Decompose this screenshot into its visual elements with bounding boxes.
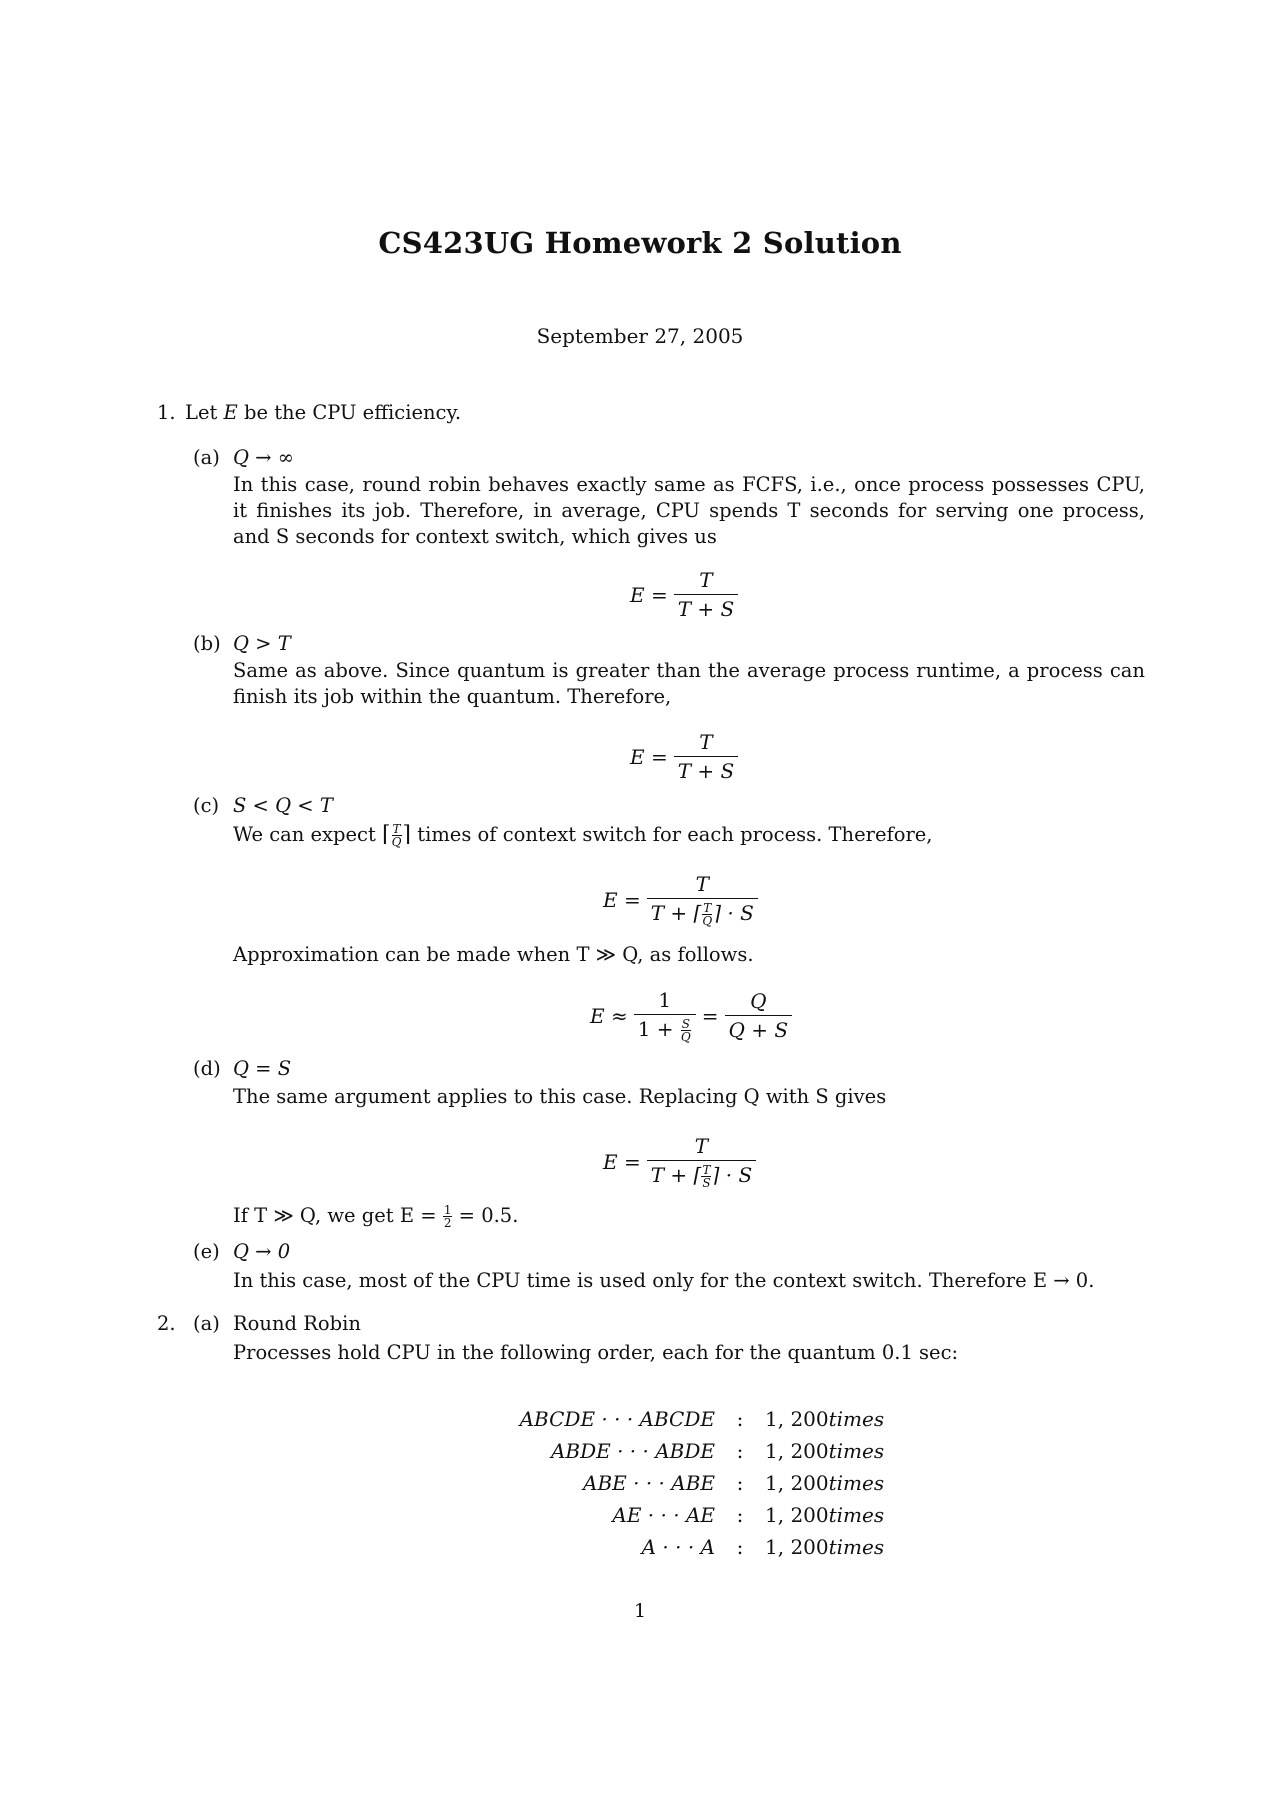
q1c-eq-den-pre: T + ⌈ [650,901,702,925]
q1c-text-post: times of context switch for each process. Therefore, [411,823,933,846]
q1c-eq-fraction [647,872,758,927]
row-unit: times [828,1407,885,1431]
q1d-condition: Q = S [233,1057,292,1080]
q1c-approx-text: Approximation can be made when T ≫ Q, as follows. [233,943,754,966]
q1d-eq-den-pre: T + ⌈ [650,1163,702,1187]
row-count-cell [765,1439,965,1463]
q1c-approx-fraction-2 [725,989,793,1042]
row-separator: : [736,1439,744,1463]
q1c-eq-den [647,898,758,927]
q1e-text: In this case, most of the CPU time is used only for the context switch. Therefore E → 0. [233,1269,1095,1292]
row-unit: times [828,1535,885,1559]
q1-number: 1. [157,401,176,424]
q1c-text-pre: We can expect [233,823,383,846]
q2a-label: (a) [193,1312,220,1335]
q1c-approx-lhs: E ≈ [590,1003,628,1028]
q1b-eq-den: T + S [674,756,739,783]
row-sequence: ABCDE · · · ABCDE [519,1407,715,1431]
q1c-inline-fraction [391,823,403,848]
q1d-eq-den-fraction [701,1164,711,1189]
row-unit: times [828,1503,885,1527]
q1d-eq-den [647,1160,756,1189]
table-row [440,1467,965,1499]
row-sequence: A · · · A [641,1535,715,1559]
q1c-eq-num: T [695,872,709,896]
q1a-condition: Q → ∞ [233,446,294,469]
table-row [440,1499,965,1531]
q1a-eq-num: T [699,568,713,592]
row-count: 1, 200 [765,1471,829,1495]
q2a-title: Round Robin [233,1312,361,1335]
q1d-half-num: 1 [443,1203,452,1217]
q1c-approx-q: Q [680,1030,691,1044]
q1c-eq-den-den: Q [702,914,713,928]
row-unit: times [828,1471,885,1495]
q1b-text: Same as above. Since quantum is greater than the average process runtime, a process can finish its job within the quantum. Therefore, [233,659,1145,708]
table-row [440,1531,965,1563]
row-sequence: AE · · · AE [612,1503,715,1527]
q1-intro-var: E [223,401,238,424]
round-robin-order-table [440,1403,965,1563]
q2a-text: Processes hold CPU in the following order, each for the quantum 0.1 sec: [233,1341,959,1364]
q1c-approx-den1 [634,1014,696,1043]
row-count: 1, 200 [765,1535,829,1559]
row-count-cell [765,1407,965,1431]
q1a-eq-fraction [674,568,739,621]
q1e-condition: Q → 0 [233,1240,291,1263]
row-sequence: ABE · · · ABE [583,1471,715,1495]
row-separator: : [736,1471,744,1495]
q1d-eq-fraction [647,1134,756,1189]
q1d-eq-den-post: ⌉ · S [711,1163,753,1187]
table-row [440,1403,965,1435]
q1d-half-fraction [443,1204,453,1229]
row-separator: : [736,1503,744,1527]
q1b-condition: Q > T [233,632,291,655]
row-count-cell [765,1503,965,1527]
row-sequence: ABDE · · · ABDE [550,1439,715,1463]
row-count-cell [765,1535,965,1559]
q1c-condition: S < Q < T [233,794,333,817]
q1d-eq-num: T [694,1134,709,1158]
q1a-text: In this case, round robin behaves exactly same as FCFS, i.e., once process possesses CPU, it finishes its job. Therefore, in average, CPU spends T seconds for serving one process, and S seconds for context switch, which gives us [233,473,1145,548]
q1d-equation [603,1134,762,1189]
q1b-eq-num: T [699,730,713,754]
page-number: 1 [633,1600,647,1622]
row-count: 1, 200 [765,1439,829,1463]
q1a-eq-lhs: E = [630,582,668,607]
q1d-after-pre: If T ≫ Q, we get E = [233,1204,443,1227]
q1c-approx-fraction-1 [634,988,696,1043]
q1e-label: (e) [193,1240,220,1263]
row-count-cell [765,1471,965,1495]
q1d-half-den: 2 [443,1216,452,1230]
q1d-eq-lhs: E = [603,1149,641,1174]
q1d-after-post: = 0.5. [452,1204,519,1227]
row-separator: : [736,1407,744,1431]
q1b-eq-lhs: E = [630,744,668,769]
q1c-approx-equation [590,988,798,1043]
q1d-eq-frac-den: S [702,1176,711,1190]
q2-number: 2. [157,1312,176,1335]
table-row [440,1435,965,1467]
q1c-approx-den1-pre: 1 + [637,1017,674,1041]
q1c-eq-den-fraction [701,902,713,927]
row-count: 1, 200 [765,1503,829,1527]
q1-intro-post: be the CPU efficiency. [237,401,462,424]
q1d-eq-frac-num: T [702,1163,711,1177]
q1a-label: (a) [193,446,220,469]
q1-intro-pre: Let [185,401,224,424]
q1a-eq-den: T + S [674,594,739,621]
q1c-inline-den: Q [391,835,402,849]
row-separator: : [736,1535,744,1559]
q1c-approx-sq-fraction [680,1018,692,1043]
document-date: September 27, 2005 [536,324,744,348]
q1c-approx-num2: Q [750,989,767,1013]
q1c-approx-s: S [681,1017,690,1031]
q1a-equation [630,568,744,621]
q1c-text: We can expect ⌈ $\frac{T}{Q}$ ⌉ times of context switch for each process. Therefore, [233,822,933,849]
q1d-after-text [233,1203,518,1229]
row-unit: times [828,1439,885,1463]
q1b-equation [630,730,744,783]
q1c-approx-equals: = [701,1003,719,1028]
q1c-inline-num: T [392,822,401,836]
q1c-equation [603,872,764,927]
q1d-text: The same argument applies to this case. Replacing Q with S gives [233,1085,887,1108]
q1c-approx-num1: 1 [658,988,672,1012]
page-title: CS423UG Homework 2 Solution [378,226,902,260]
q1c-label: (c) [193,794,220,817]
q1b-eq-fraction [674,730,739,783]
row-count: 1, 200 [765,1407,829,1431]
q1b-label: (b) [193,632,221,655]
q1-intro [185,400,461,426]
q1c-approx-den2: Q + S [725,1015,793,1042]
q1c-eq-den-num: T [703,901,712,915]
q1c-eq-lhs: E = [603,887,641,912]
q1c-eq-den-post: ⌉ · S [713,901,754,925]
q1d-label: (d) [193,1057,221,1080]
